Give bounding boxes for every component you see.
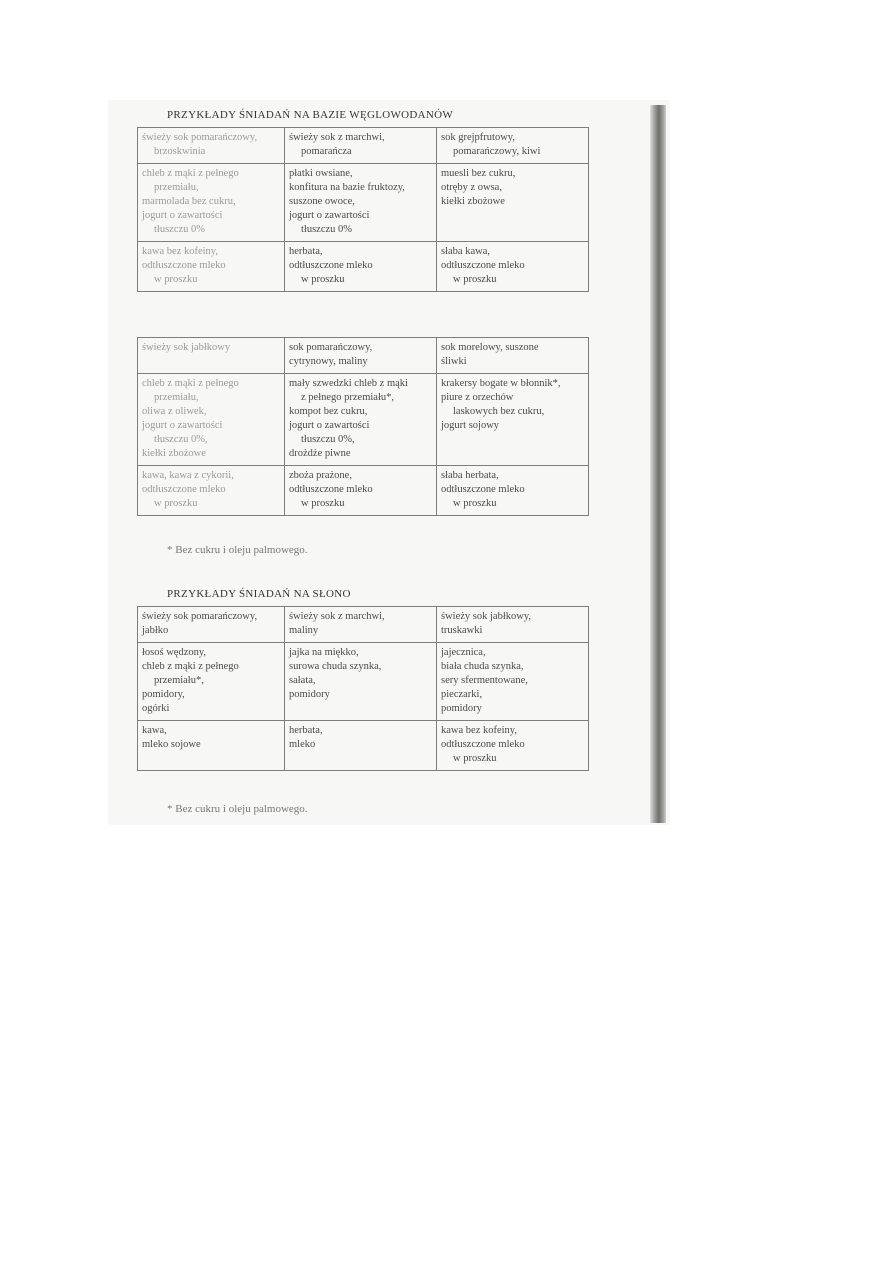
cell-text-line: jogurt sojowy	[441, 420, 500, 431]
cell-text-line: sałata,	[289, 675, 316, 686]
cell-text-line: w proszku	[453, 274, 497, 285]
table-cell	[138, 466, 285, 516]
table-cell	[138, 643, 285, 721]
table-cell	[437, 607, 589, 643]
cell-text-line: zboża prażone,	[289, 470, 352, 481]
cell-text-line: słaba herbata,	[441, 470, 499, 481]
cell-text-line: herbata,	[289, 246, 323, 257]
cell-text-line: pomarańcza	[301, 146, 352, 157]
cell-text-line: w proszku	[301, 498, 345, 509]
cell-text-line: sery sfermentowane,	[441, 675, 528, 686]
cell-text-line: pomidory	[441, 703, 482, 714]
cell-text-line: odtłuszczone mleko	[441, 260, 525, 271]
cell-text-line: w proszku	[154, 274, 198, 285]
cell-text-line: jogurt o zawartości	[142, 420, 223, 431]
cell-text-line: świeży sok jabłkowy,	[441, 611, 532, 622]
cell-text-line: przemiału,	[154, 392, 199, 403]
cell-text-line: tłuszczu 0%	[301, 224, 353, 235]
cell-text-line: jogurt o zawartości	[289, 420, 370, 431]
table-cell	[437, 242, 589, 292]
cell-text-line: sok grejpfrutowy,	[441, 132, 515, 143]
table-row	[138, 374, 589, 466]
savory-breakfast-table	[137, 606, 589, 771]
cell-text-line: biała chuda szynka,	[441, 661, 524, 672]
cell-text-line: odtłuszczone mleko	[142, 260, 226, 271]
carbs-breakfast-table-2	[137, 337, 589, 516]
table-cell	[285, 607, 437, 643]
table-cell	[437, 466, 589, 516]
table-row	[138, 242, 589, 292]
table-cell	[285, 643, 437, 721]
cell-text-line: mleko	[289, 739, 316, 750]
carbs-breakfast-table-1	[137, 127, 589, 292]
table-cell	[138, 164, 285, 242]
cell-text-line: laskowych bez cukru,	[453, 406, 545, 417]
cell-text-line: pomidory	[289, 689, 330, 700]
cell-text-line: odtłuszczone mleko	[441, 484, 525, 495]
cell-text-line: cytrynowy, maliny	[289, 356, 368, 367]
cell-text-line: mały szwedzki chleb z mąki	[289, 378, 408, 389]
footnote: * Bez cukru i oleju palmowego.	[167, 803, 308, 815]
cell-text-line: świeży sok jabłkowy	[142, 342, 231, 353]
cell-text-line: muesli bez cukru,	[441, 168, 516, 179]
table-row	[138, 338, 589, 374]
table-cell	[138, 607, 285, 643]
table-row	[138, 607, 589, 643]
cell-text-line: jabłko	[142, 625, 169, 636]
cell-text-line: w proszku	[154, 498, 198, 509]
cell-text-line: świeży sok pomarańczowy,	[142, 132, 258, 143]
cell-text-line: ogórki	[142, 703, 170, 714]
cell-text-line: drożdże piwne	[289, 448, 351, 459]
cell-text-line: tłuszczu 0%,	[154, 434, 208, 445]
table-cell	[437, 128, 589, 164]
table-cell	[285, 721, 437, 771]
section-heading-carbs: PRZYKŁADY ŚNIADAŃ NA BAZIE WĘGLOWODANÓW	[167, 109, 454, 121]
cell-text-line: sok pomarańczowy,	[289, 342, 373, 353]
cell-text-line: pieczarki,	[441, 689, 483, 700]
cell-text-line: mleko sojowe	[142, 739, 201, 750]
cell-text-line: z pełnego przemiału*,	[301, 392, 395, 403]
table-cell	[285, 164, 437, 242]
cell-text-line: herbata,	[289, 725, 323, 736]
table-row	[138, 466, 589, 516]
cell-text-line: konfitura na bazie fruktozy,	[289, 182, 405, 193]
footnote: * Bez cukru i oleju palmowego.	[167, 544, 308, 556]
cell-text-line: truskawki	[441, 625, 483, 636]
table-row	[138, 643, 589, 721]
table-row	[138, 128, 589, 164]
cell-text-line: w proszku	[453, 498, 497, 509]
cell-text-line: w proszku	[301, 274, 345, 285]
cell-text-line: sok morelowy, suszone	[441, 342, 539, 353]
cell-text-line: pomidory,	[142, 689, 185, 700]
cell-text-line: świeży sok pomarańczowy,	[142, 611, 258, 622]
cell-text-line: brzoskwinia	[154, 146, 206, 157]
table-cell	[138, 338, 285, 374]
table-cell	[285, 338, 437, 374]
cell-text-line: oliwa z oliwek,	[142, 406, 207, 417]
cell-text-line: krakersy bogate w błonnik*,	[441, 378, 561, 389]
table-cell	[437, 721, 589, 771]
cell-text-line: odtłuszczone mleko	[289, 484, 373, 495]
table-cell	[437, 164, 589, 242]
cell-text-line: pomarańczowy, kiwi	[453, 146, 541, 157]
cell-text-line: kompot bez cukru,	[289, 406, 368, 417]
cell-text-line: kawa bez kofeiny,	[441, 725, 517, 736]
cell-text-line: jajecznica,	[441, 647, 486, 658]
cell-text-line: tłuszczu 0%	[154, 224, 206, 235]
cell-text-line: jogurt o zawartości	[289, 210, 370, 221]
cell-text-line: odtłuszczone mleko	[289, 260, 373, 271]
cell-text-line: surowa chuda szynka,	[289, 661, 382, 672]
table-cell	[285, 242, 437, 292]
table-cell	[138, 374, 285, 466]
section-heading-savory: PRZYKŁADY ŚNIADAŃ NA SŁONO	[167, 588, 351, 600]
cell-text-line: płatki owsiane,	[289, 168, 353, 179]
cell-text-line: tłuszczu 0%,	[301, 434, 355, 445]
cell-text-line: w proszku	[453, 753, 497, 764]
table-cell	[437, 643, 589, 721]
cell-text-line: kawa,	[142, 725, 167, 736]
cell-text-line: świeży sok z marchwi,	[289, 611, 385, 622]
cell-text-line: jogurt o zawartości	[142, 210, 223, 221]
table-cell	[437, 338, 589, 374]
table-cell	[138, 242, 285, 292]
cell-text-line: odtłuszczone mleko	[441, 739, 525, 750]
cell-text-line: chleb z mąki z pełnego	[142, 661, 239, 672]
table-cell	[285, 128, 437, 164]
cell-text-line: kawa bez kofeiny,	[142, 246, 218, 257]
cell-text-line: śliwki	[441, 356, 467, 367]
cell-text-line: świeży sok z marchwi,	[289, 132, 385, 143]
cell-text-line: przemiału*,	[154, 675, 204, 686]
cell-text-line: kawa, kawa z cykorii,	[142, 470, 234, 481]
cell-text-line: piure z orzechów	[441, 392, 514, 403]
cell-text-line: łosoś wędzony,	[142, 647, 207, 658]
cell-text-line: jajka na miękko,	[289, 647, 359, 658]
table-cell	[285, 466, 437, 516]
cell-text-line: odtłuszczone mleko	[142, 484, 226, 495]
table-cell	[285, 374, 437, 466]
cell-text-line: kiełki zbożowe	[441, 196, 505, 207]
cell-text-line: otręby z owsa,	[441, 182, 502, 193]
table-cell	[437, 374, 589, 466]
cell-text-line: przemiału,	[154, 182, 199, 193]
cell-text-line: marmolada bez cukru,	[142, 196, 236, 207]
book-spine-shadow	[650, 105, 666, 823]
table-row	[138, 164, 589, 242]
cell-text-line: kiełki zbożowe	[142, 448, 206, 459]
table-cell	[138, 721, 285, 771]
table-cell	[138, 128, 285, 164]
cell-text-line: chleb z mąki z pełnego	[142, 378, 239, 389]
cell-text-line: chleb z mąki z pełnego	[142, 168, 239, 179]
cell-text-line: słaba kawa,	[441, 246, 490, 257]
cell-text-line: suszone owoce,	[289, 196, 355, 207]
cell-text-line: maliny	[289, 625, 319, 636]
table-row	[138, 721, 589, 771]
